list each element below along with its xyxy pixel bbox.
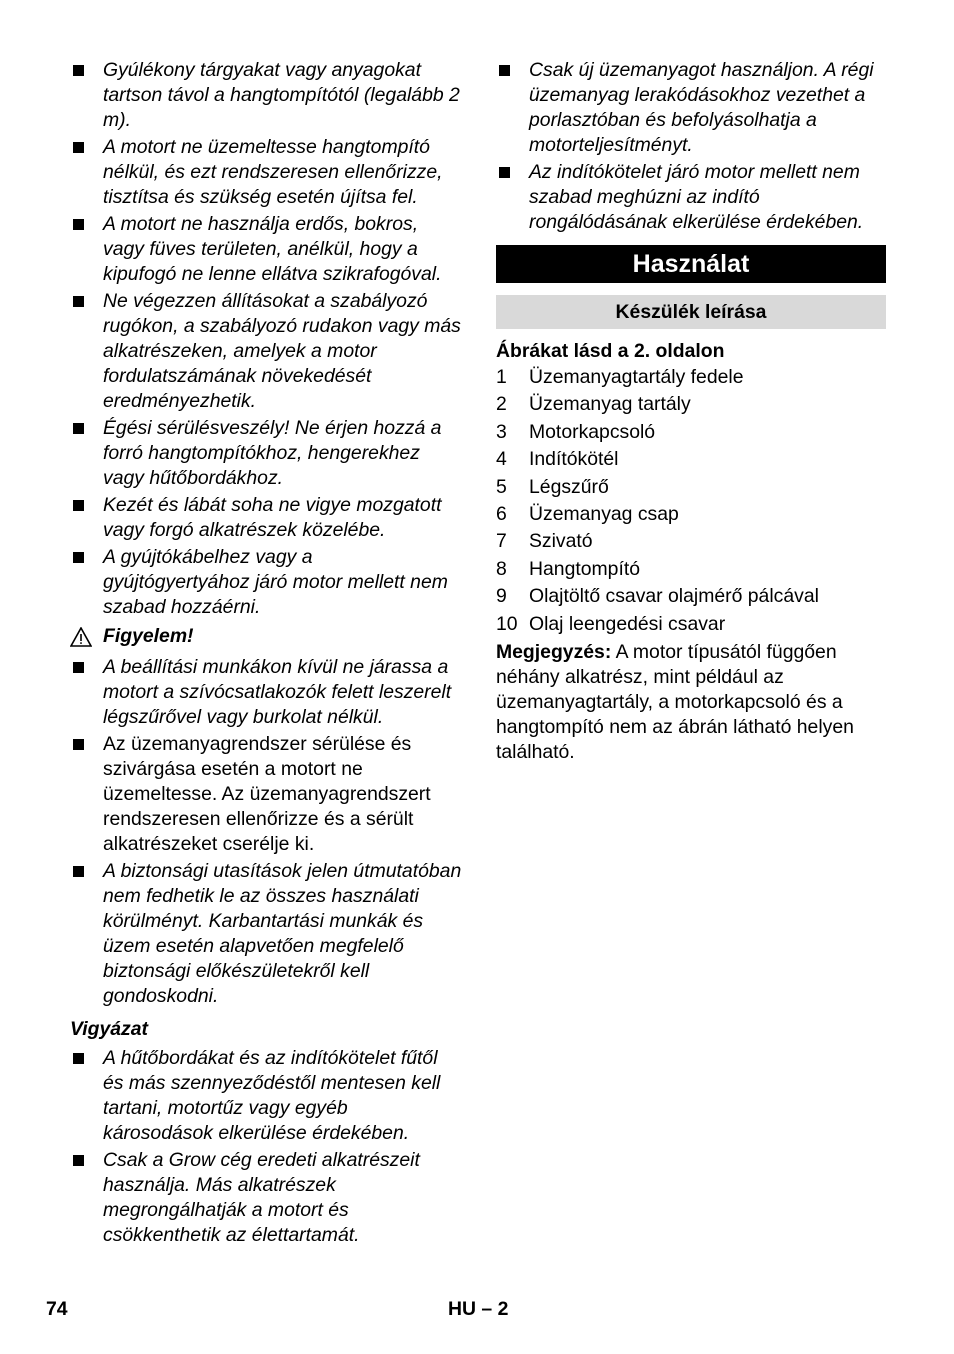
part-item <box>496 364 888 391</box>
part-item <box>496 446 888 473</box>
part-item <box>496 501 888 528</box>
part-label: Motorkapcsoló <box>529 420 656 443</box>
part-item <box>496 391 888 418</box>
bullet-item <box>70 732 462 857</box>
part-number: 3 <box>496 420 507 443</box>
part-item <box>496 528 888 555</box>
part-item <box>496 556 888 583</box>
square-bullet-icon <box>73 423 84 434</box>
bullet-text: A motort ne használja erdős, bokros, vagy füves területen, anélkül, hogy a kipufogó ne lenne ellátva szikrafogóval. <box>103 213 442 285</box>
part-label: Üzemanyag tartály <box>529 393 691 416</box>
bullet-text: A biztonsági utasítások jelen útmutatóban nem fedhetik le az összes használati körülményt. Karbantartási munkák és üzem esetén alapvetően megfelelő biztonsági előkészületekről kell gondoskodni. <box>103 860 462 1007</box>
square-bullet-icon <box>73 65 84 76</box>
square-bullet-icon <box>73 552 84 563</box>
caution-label: Vigyázat <box>70 1018 148 1040</box>
part-label: Olajtöltő csavar olajmérő pálcával <box>529 585 819 608</box>
bullet-text: Ne végezzen állításokat a szabályozó rugókon, a szabályozó rudakon vagy más alkatrészeken, amelyek a motor fordulatszámának növekedését eredményezhetik. <box>103 290 461 412</box>
square-bullet-icon <box>73 662 84 673</box>
bullet-item <box>70 493 462 543</box>
bullet-item <box>70 545 462 620</box>
part-number: 6 <box>496 503 507 526</box>
bullet-text: A motort ne üzemeltesse hangtompító nélkül, és ezt rendszeresen ellenőrizze, tisztítsa és szükség esetén újítsa fel. <box>103 136 443 208</box>
parts-list <box>496 364 888 638</box>
warning-label: Figyelem! <box>103 625 194 647</box>
warning-triangle-icon <box>70 627 92 647</box>
bullet-text: Csak új üzemanyagot használjon. A régi üzemanyag lerakódásokhoz vezethet a porlasztóban és befolyásolhatja a motorteljesítményt. <box>529 59 874 156</box>
bullet-text: A beállítási munkákon kívül ne járassa a motort a szívócsatlakozók felett leszerelt légszűrővel vagy burkolat nélkül. <box>103 656 452 728</box>
bullet-text: Az indítókötelet járó motor mellett nem szabad meghúzni az indító rongálódásának elkerülése érdekében. <box>529 161 864 233</box>
part-label: Üzemanyag csap <box>529 503 679 526</box>
safety-list-1 <box>70 58 462 620</box>
right-column <box>496 58 888 765</box>
left-column <box>70 58 462 1250</box>
page-number: 74 <box>46 1298 68 1320</box>
bullet-text: Az üzemanyagrendszer sérülése és szivárgása esetén a motort ne üzemeltesse. Az üzemanyagrendszert rendszeresen ellenőrizze és a sérült alkatrészeket cserélje ki. <box>103 733 431 855</box>
part-item <box>496 474 888 501</box>
square-bullet-icon <box>73 296 84 307</box>
safety-list-3 <box>70 1046 462 1248</box>
square-bullet-icon <box>499 65 510 76</box>
bullet-item <box>70 1148 462 1248</box>
bullet-text: Gyúlékony tárgyakat vagy anyagokat tartson távol a hangtompítótól (legalább 2 m). <box>103 59 460 131</box>
main-heading: Használat <box>496 245 886 283</box>
square-bullet-icon <box>73 219 84 230</box>
warning-notice <box>70 624 462 649</box>
bullet-item <box>70 416 462 491</box>
bullet-text: Égési sérülésveszély! Ne érjen hozzá a forró hangtompítókhoz, hengerekhez vagy hűtőbordákhoz. <box>103 417 442 489</box>
square-bullet-icon <box>73 866 84 877</box>
square-bullet-icon <box>73 500 84 511</box>
part-number: 10 <box>496 612 518 635</box>
part-label: Hangtompító <box>529 557 641 580</box>
bullet-item <box>70 212 462 287</box>
square-bullet-icon <box>499 167 510 178</box>
part-number: 4 <box>496 448 507 471</box>
bullet-item <box>496 58 888 158</box>
bullet-text: Kezét és lábát soha ne vigye mozgatott vagy forgó alkatrészek közelébe. <box>103 494 442 541</box>
square-bullet-icon <box>73 1155 84 1166</box>
part-label: Indítókötél <box>529 448 619 471</box>
part-number: 5 <box>496 475 507 498</box>
language-page-code: HU – 2 <box>448 1298 509 1320</box>
fuel-safety-list <box>496 58 888 235</box>
part-number: 1 <box>496 366 507 388</box>
part-item <box>496 611 888 638</box>
part-number: 2 <box>496 393 507 416</box>
square-bullet-icon <box>73 739 84 750</box>
part-label: Légszűrő <box>529 475 609 498</box>
safety-list-2 <box>70 655 462 1009</box>
figure-reference: Ábrákat lásd a 2. oldalon <box>496 340 725 362</box>
part-item <box>496 419 888 446</box>
part-label: Üzemanyagtartály fedele <box>529 366 744 388</box>
part-item <box>496 583 888 610</box>
bullet-item <box>70 1046 462 1146</box>
bullet-text: A hűtőbordákat és az indítókötelet fűtől és más szennyeződéstől mentesen kell tartani, motortűz vagy egyéb károsodások elkerülése érdekében. <box>103 1047 441 1144</box>
square-bullet-icon <box>73 142 84 153</box>
part-number: 8 <box>496 557 507 580</box>
note-paragraph <box>496 640 888 765</box>
note-text: A motor típusától függően néhány alkatrész, mint például az üzemanyagtartály, a motorkapcsoló és a hangtompító nem az ábrán látható helyen található. <box>496 641 854 764</box>
bullet-item <box>70 135 462 210</box>
part-label: Szivató <box>529 530 593 553</box>
bullet-item <box>70 859 462 1009</box>
bullet-item <box>70 58 462 133</box>
bullet-item <box>70 655 462 730</box>
bullet-text: Csak a Grow cég eredeti alkatrészeit használja. Más alkatrészek megrongálhatják a motort és csökkenthetik az élettartamát. <box>103 1149 420 1246</box>
part-label: Olaj leengedési csavar <box>529 612 726 635</box>
bullet-item <box>70 289 462 414</box>
part-number: 7 <box>496 530 507 553</box>
section-heading: Készülék leírása <box>496 295 886 329</box>
part-number: 9 <box>496 585 507 608</box>
note-label: Megjegyzés: <box>496 641 612 664</box>
bullet-text: A gyújtókábelhez vagy a gyújtógyertyához járó motor mellett nem szabad hozzáérni. <box>103 546 448 618</box>
square-bullet-icon <box>73 1053 84 1064</box>
bullet-item <box>496 160 888 235</box>
